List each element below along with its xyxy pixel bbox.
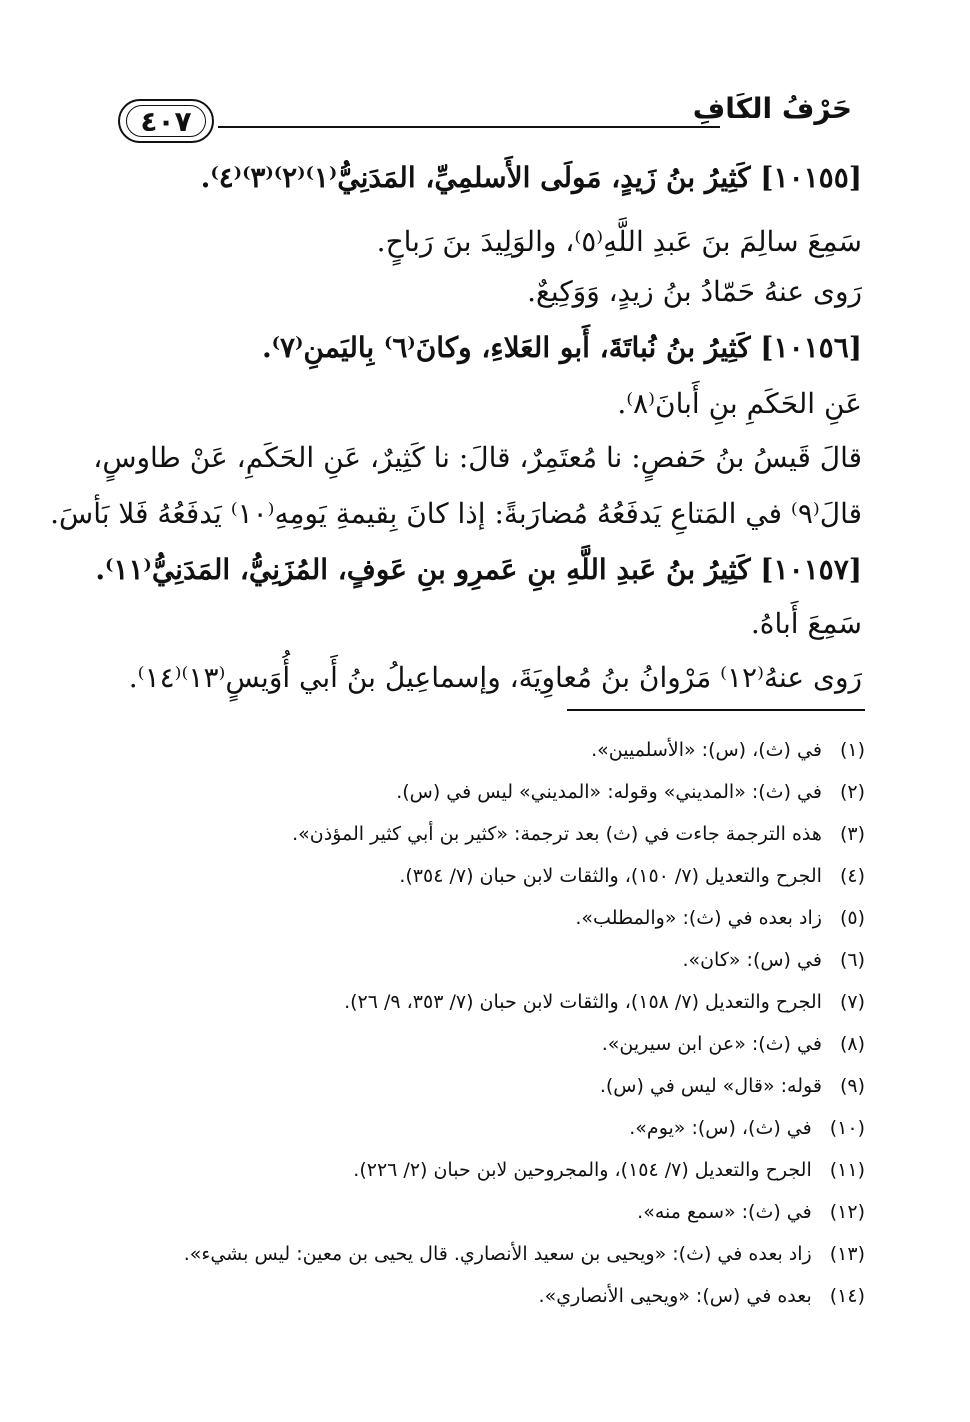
footnote-text: هذه الترجمة جاءت في (ث) بعد ترجمة: «كثير بن أبي كثير المؤذن». xyxy=(292,823,822,845)
footnote-number: (٩) xyxy=(839,1075,865,1097)
footnote-text: الجرح والتعديل (٧/ ١٥٠)، والثقات لابن حبان (٧/ ٣٥٤). xyxy=(399,865,822,887)
footnote-number: (١١) xyxy=(829,1159,865,1181)
footnote-text: الجرح والتعديل (٧/ ١٥٨)، والثقات لابن حبان (٧/ ٣٥٣، ٩/ ٢٦). xyxy=(344,991,822,1013)
footnote-item xyxy=(184,1241,865,1267)
footnote-text: في (ث)، (س): «يوم». xyxy=(629,1117,812,1139)
footnote-number: (٢) xyxy=(839,781,865,803)
footnote-number: (٥) xyxy=(839,907,865,929)
text-line: رَوى عنهُ⁽١٢⁾ مَرْوانُ بنُ مُعاوِيَةَ، وإسماعِيلُ بنُ أَبي أُوَيسٍ⁽١٣⁾⁽١٤⁾. xyxy=(128,661,862,694)
page-number-badge: ٤٠٧ xyxy=(118,99,214,143)
footnote-divider xyxy=(567,709,865,711)
running-header-title: حَرْفُ الكَافِ xyxy=(692,92,852,125)
footnote-number: (١٢) xyxy=(829,1201,865,1223)
footnote-item xyxy=(353,1157,865,1183)
entry-heading-10156: [١٠١٥٦] كَثِيرُ بنُ نُباتَةَ، أَبو العَلاءِ، وكانَ⁽٦⁾ بِاليَمنِ⁽٧⁾. xyxy=(261,331,862,364)
footnote-item xyxy=(539,1283,865,1309)
footnote-number: (٦) xyxy=(839,949,865,971)
header-rule xyxy=(218,126,720,128)
text-line: قالَ⁽٩⁾ في المَتاعِ يَدفَعُهُ مُضارَبةً: إذا كانَ بِقيمةِ يَومِهِ⁽١٠⁾ يَدفَعُهُ فَلا بَأسَ. xyxy=(50,497,862,530)
footnote-text: في (س): «كان». xyxy=(682,949,822,971)
footnote-number: (١٠) xyxy=(829,1117,865,1139)
footnote-text: في (ث)، (س): «الأسلميين». xyxy=(591,739,822,761)
footnote-item xyxy=(602,1031,865,1057)
footnote-number: (١٣) xyxy=(829,1243,865,1265)
footnote-text: زاد بعده في (ث): «والمطلب». xyxy=(575,907,822,929)
footnote-text: زاد بعده في (ث): «ويحيى بن سعيد الأنصاري. قال يحيى بن معين: ليس بشيء». xyxy=(183,1243,812,1265)
entry-heading-10155: [١٠١٥٥] كَثِيرُ بنُ زَيدٍ، مَولَى الأَسلمِيِّ، المَدَنِيُّ⁽١⁾⁽٢⁾⁽٣⁾⁽٤⁾. xyxy=(200,161,862,194)
footnote-text: بعده في (س): «ويحيى الأنصاري». xyxy=(538,1285,812,1307)
footnote-text: الجرح والتعديل (٧/ ١٥٤)، والمجروحين لابن حبان (٢/ ٢٢٦). xyxy=(353,1159,812,1181)
footnote-item xyxy=(399,863,865,889)
footnote-item xyxy=(292,821,865,847)
footnote-number: (٣) xyxy=(839,823,865,845)
text-line: رَوى عنهُ حَمّادُ بنُ زيدٍ، وَوَكِيعٌ. xyxy=(527,275,862,308)
footnote-text: في (ث): «سمع منه». xyxy=(637,1201,812,1223)
footnote-item xyxy=(682,947,865,973)
footnote-number: (٤) xyxy=(839,865,865,887)
footnote-number: (٧) xyxy=(839,991,865,1013)
footnote-text: قوله: «قال» ليس في (س). xyxy=(599,1075,822,1097)
text-line: سَمِعَ سالِمَ بنَ عَبدِ اللَّهِ⁽٥⁾، والوَلِيدَ بنَ رَباحٍ. xyxy=(376,225,862,258)
text-line: قالَ قَيسُ بنُ حَفصٍ: نا مُعتَمِرٌ، قالَ: نا كَثِيرٌ، عَنِ الحَكَمِ، عَنْ طاوسٍ، xyxy=(93,441,862,474)
footnote-number: (١) xyxy=(839,739,865,761)
text-line: سَمِعَ أَباهُ. xyxy=(750,607,862,640)
footnote-item xyxy=(600,1073,865,1099)
footnote-item xyxy=(575,905,865,931)
footnote-item xyxy=(396,779,865,805)
footnote-item xyxy=(637,1199,865,1225)
footnote-number: (١٤) xyxy=(829,1285,865,1307)
footnote-item xyxy=(344,989,865,1015)
footnote-text: في (ث): «عن ابن سيرين». xyxy=(601,1033,822,1055)
footnote-text: في (ث): «المديني» وقوله: «المديني» ليس في (س). xyxy=(396,781,822,803)
footnote-item xyxy=(591,737,865,763)
text-line: عَنِ الحَكَمِ بنِ أَبانَ⁽٨⁾. xyxy=(617,387,862,420)
entry-heading-10157: [١٠١٥٧] كَثِيرُ بنُ عَبدِ اللَّهِ بنِ عَمرِو بنِ عَوفٍ، المُزَنِيُّ، المَدَنِيُّ⁽١١⁾. xyxy=(95,553,862,586)
footnote-number: (٨) xyxy=(839,1033,865,1055)
footnote-item xyxy=(629,1115,865,1141)
